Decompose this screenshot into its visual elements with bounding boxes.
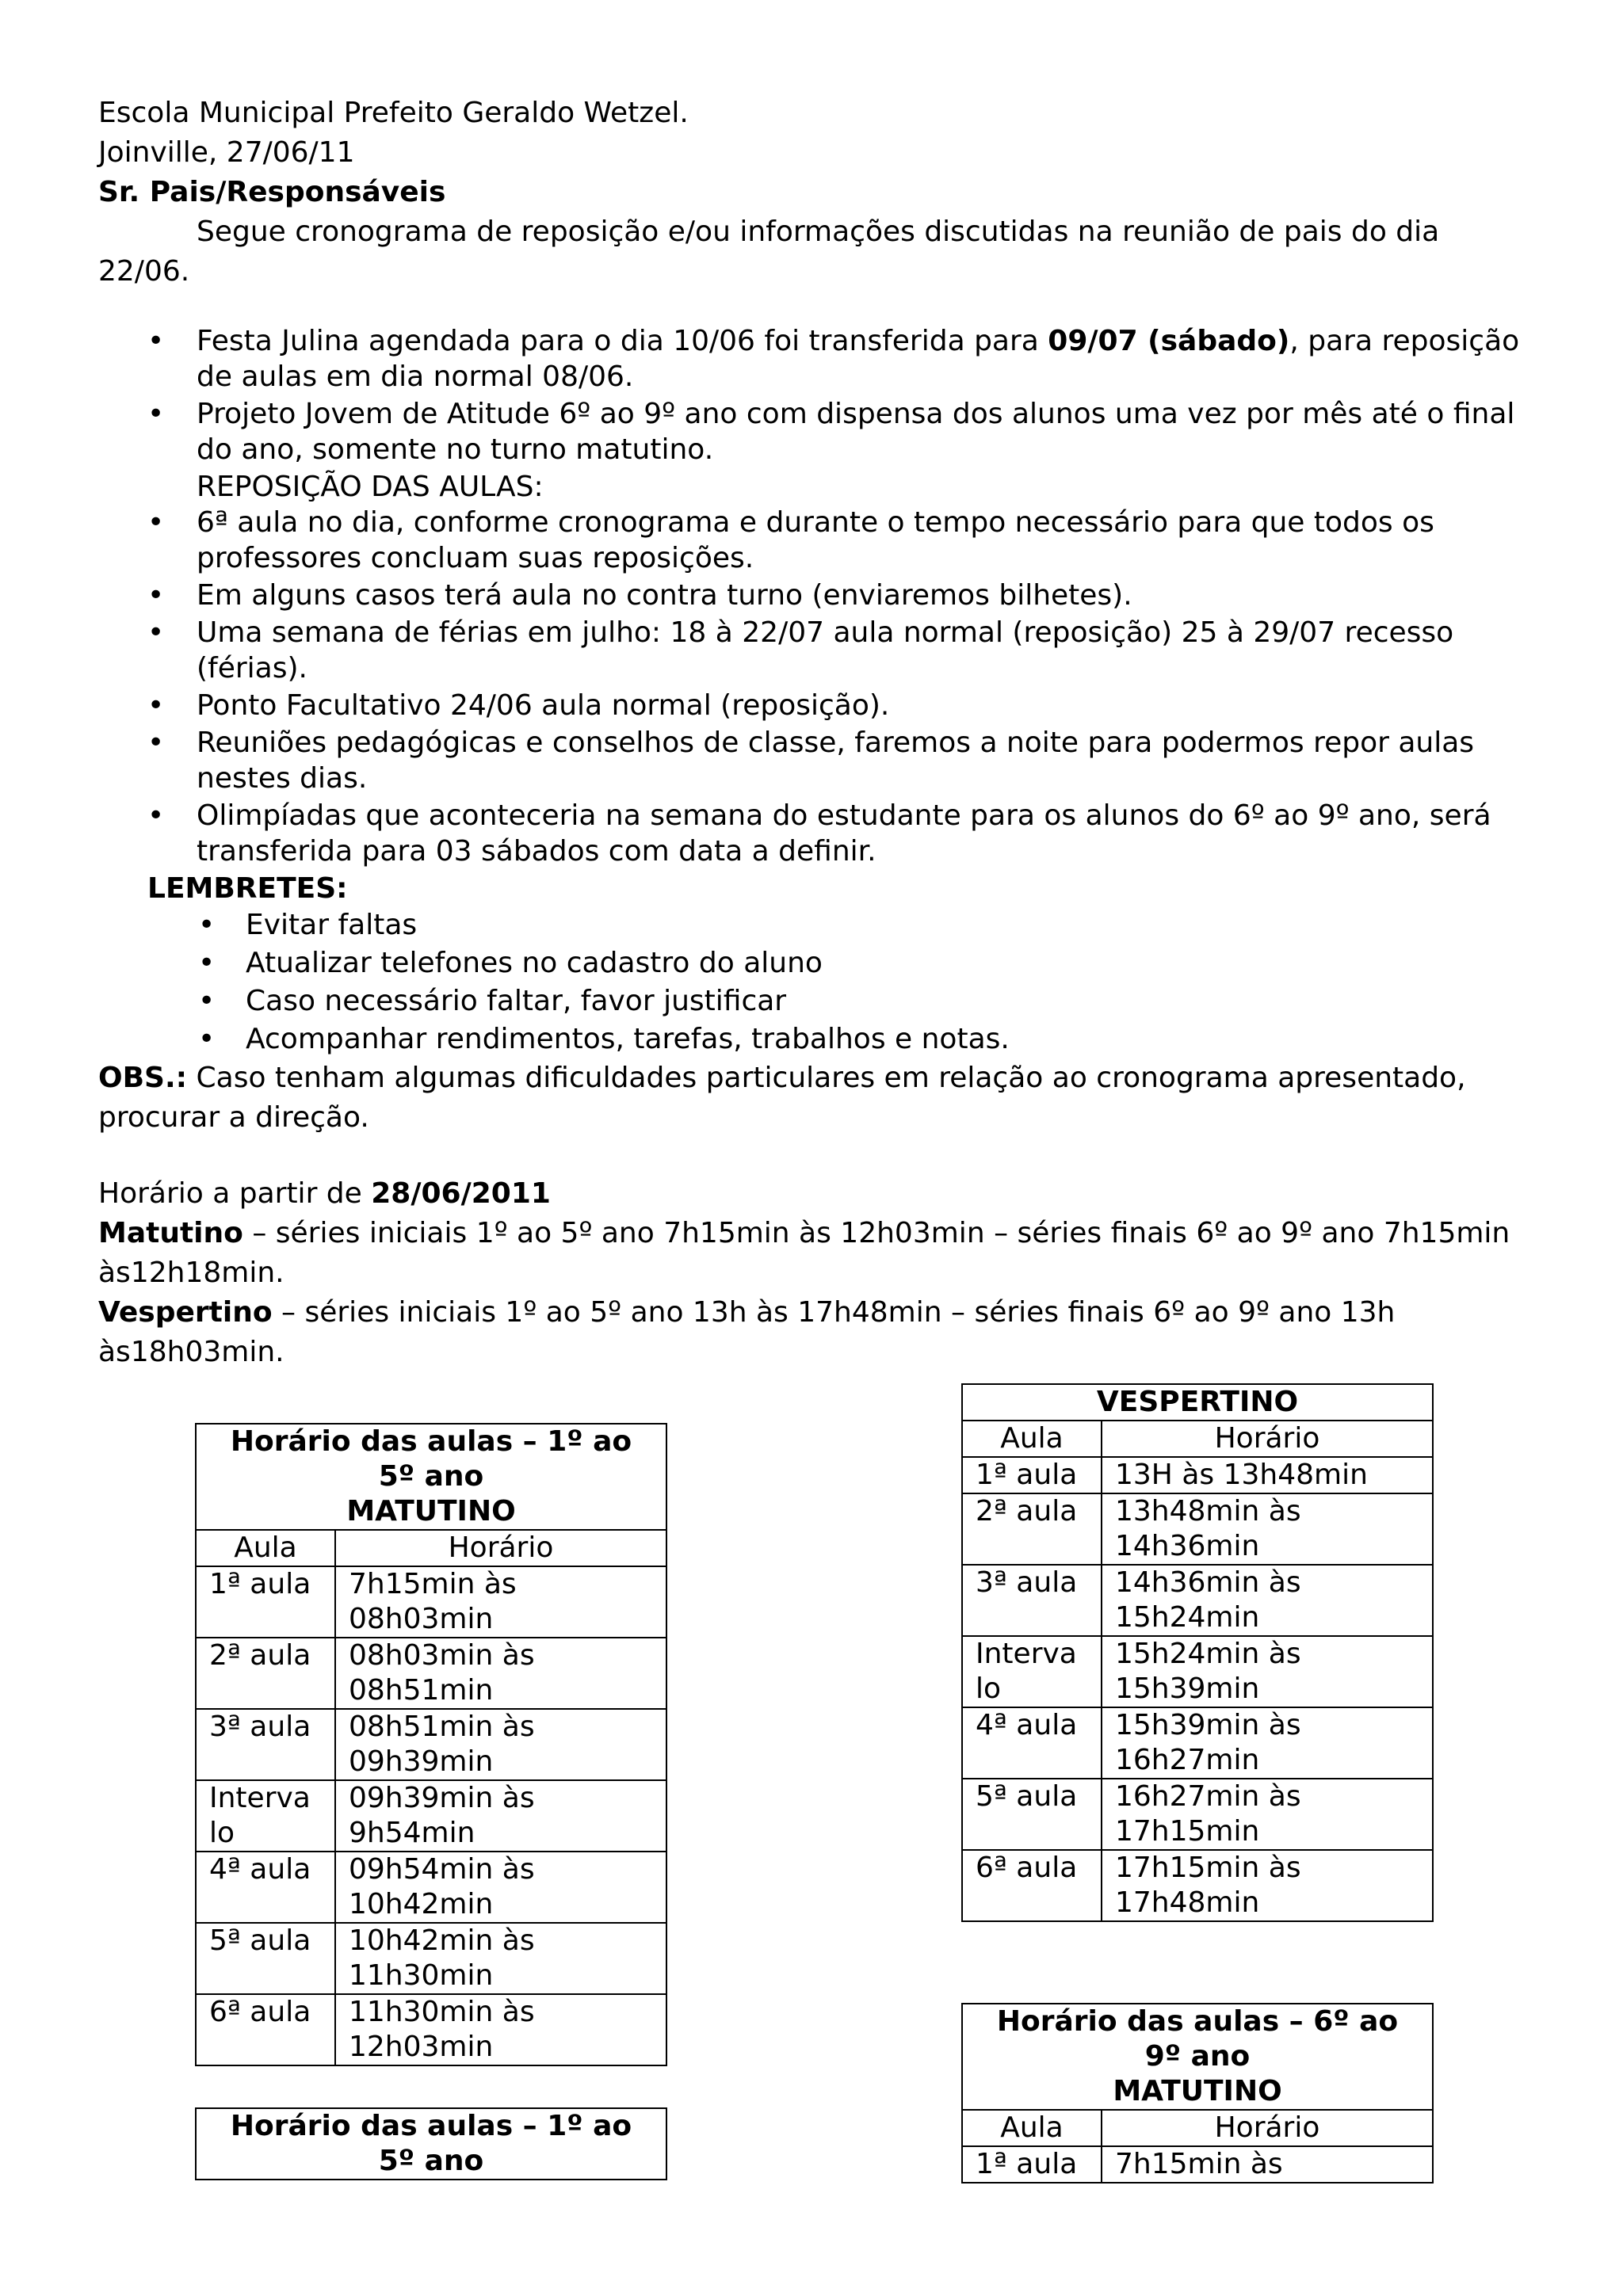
reposicao-label: REPOSIÇÃO DAS AULAS: — [197, 471, 544, 503]
lembretes-list — [98, 906, 1549, 1058]
obs-label: OBS.: — [98, 1062, 188, 1094]
festa-text: Festa Julina agendada para o dia 10/06 foi transferida para — [197, 325, 1048, 357]
vespertino-text: – séries iniciais 1º ao 5º ano 13h às 17h48min – séries finais 6º ao 9º ano 13h às18h03min. — [98, 1296, 1396, 1368]
announcement-list — [98, 323, 1549, 467]
table-row: 1ª aula 13H às 13h48min — [962, 1457, 1433, 1493]
matutino-label: Matutino — [98, 1217, 243, 1249]
school-name: Escola Municipal Prefeito Geraldo Wetzel. — [98, 97, 689, 129]
letter-body — [98, 93, 1549, 1372]
festa-text-end: , para reposição de aulas em dia normal 08/06. — [197, 325, 1520, 393]
table-vespertino — [961, 1383, 1434, 1922]
list-item: • Reuniões pedagógicas e conselhos de classe, faremos a noite para podermos repor aulas nestes dias. — [98, 725, 1549, 796]
salutation: Sr. Pais/Responsáveis — [98, 176, 446, 208]
table-row: 3ª aula 08h51min às 09h39min — [196, 1709, 666, 1780]
table-row: 1ª aula 7h15min às 08h03min — [196, 1566, 666, 1638]
vespertino-label: Vespertino — [98, 1296, 273, 1329]
reposicao-list — [98, 505, 1549, 869]
table-row: 3ª aula 14h36min às 15h24min — [962, 1565, 1433, 1636]
table-title: Horário das aulas – 1º ao 5º ano MATUTINO — [196, 1424, 666, 1530]
list-item: • Uma semana de férias em julho: 18 à 22/07 aula normal (reposição) 25 à 29/07 recesso (férias). — [98, 615, 1549, 686]
list-item: • Caso necessário faltar, favor justificar — [98, 982, 1549, 1020]
obs-text: Caso tenham algumas dificuldades particulares em relação ao cronograma apresentado, procurar a direção. — [98, 1062, 1466, 1134]
table-title: Horário das aulas – 6º ao 9º ano MATUTINO — [962, 2004, 1433, 2110]
festa-date: 09/07 (sábado) — [1048, 325, 1290, 357]
horario-intro-text: Horário a partir de — [98, 1177, 372, 1210]
column-header-aula: Aula — [962, 2110, 1102, 2146]
column-header-aula: Aula — [962, 1421, 1102, 1457]
table-row: 2ª aula 13h48min às 14h36min — [962, 1493, 1433, 1565]
table-row: 4ª aula 09h54min às 10h42min — [196, 1852, 666, 1923]
matutino-info — [98, 1214, 1549, 1293]
table-title: Horário das aulas – 1º ao 5º ano — [196, 2108, 666, 2180]
table-row: 2ª aula 08h03min às 08h51min — [196, 1638, 666, 1709]
list-item: • Projeto Jovem de Atitude 6º ao 9º ano com dispensa dos alunos uma vez por mês até o final do ano, somente no turno matutino. — [98, 396, 1549, 467]
table-row: Interva lo 15h24min às 15h39min — [962, 1636, 1433, 1707]
table-row: 1ª aula 7h15min às — [962, 2146, 1433, 2183]
table-row: 6ª aula 17h15min às 17h48min — [962, 1850, 1433, 1921]
list-item: • Evitar faltas — [98, 906, 1549, 944]
column-header-aula: Aula — [196, 1530, 335, 1566]
obs-paragraph — [98, 1058, 1549, 1138]
table-row: 4ª aula 15h39min às 16h27min — [962, 1707, 1433, 1779]
table-bottom-1-5 — [195, 2107, 667, 2180]
table-matutino-6-9 — [961, 2003, 1434, 2183]
list-item: • Ponto Facultativo 24/06 aula normal (reposição). — [98, 688, 1549, 723]
list-item — [98, 323, 1549, 395]
column-header-horario: Horário — [1102, 1421, 1433, 1457]
vespertino-info — [98, 1293, 1549, 1372]
table-row: 6ª aula 11h30min às 12h03min — [196, 1994, 666, 2065]
list-item: • Olimpíadas que aconteceria na semana do estudante para os alunos do 6º ao 9º ano, será transferida para 03 sábados com data a definir. — [98, 798, 1549, 869]
list-item: • 6ª aula no dia, conforme cronograma e durante o tempo necessário para que todos os professores concluam suas reposições. — [98, 505, 1549, 576]
intro-line-1: Segue cronograma de reposição e/ou informações discutidas na reunião de pais do dia — [197, 215, 1440, 248]
column-header-horario: Horário — [1102, 2110, 1433, 2146]
lembretes-title: LEMBRETES: — [147, 872, 348, 905]
horario-intro — [98, 1174, 1549, 1214]
table-row: 5ª aula 10h42min às 11h30min — [196, 1923, 666, 1994]
column-header-horario: Horário — [335, 1530, 666, 1566]
table-title: VESPERTINO — [962, 1384, 1433, 1421]
horario-intro-date: 28/06/2011 — [371, 1177, 551, 1210]
intro-line-2: 22/06. — [98, 255, 190, 288]
list-item: • Em alguns casos terá aula no contra turno (enviaremos bilhetes). — [98, 578, 1549, 613]
list-item: • Acompanhar rendimentos, tarefas, trabalhos e notas. — [98, 1020, 1549, 1058]
table-row: 5ª aula 16h27min às 17h15min — [962, 1779, 1433, 1850]
table-matutino-1-5 — [195, 1423, 667, 2066]
list-item: • Atualizar telefones no cadastro do aluno — [98, 944, 1549, 982]
place-date: Joinville, 27/06/11 — [98, 136, 355, 169]
table-row: Interva lo 09h39min às 9h54min — [196, 1780, 666, 1852]
matutino-text: – séries iniciais 1º ao 5º ano 7h15min às 12h03min – séries finais 6º ao 9º ano 7h15min às12h18min. — [98, 1217, 1510, 1289]
